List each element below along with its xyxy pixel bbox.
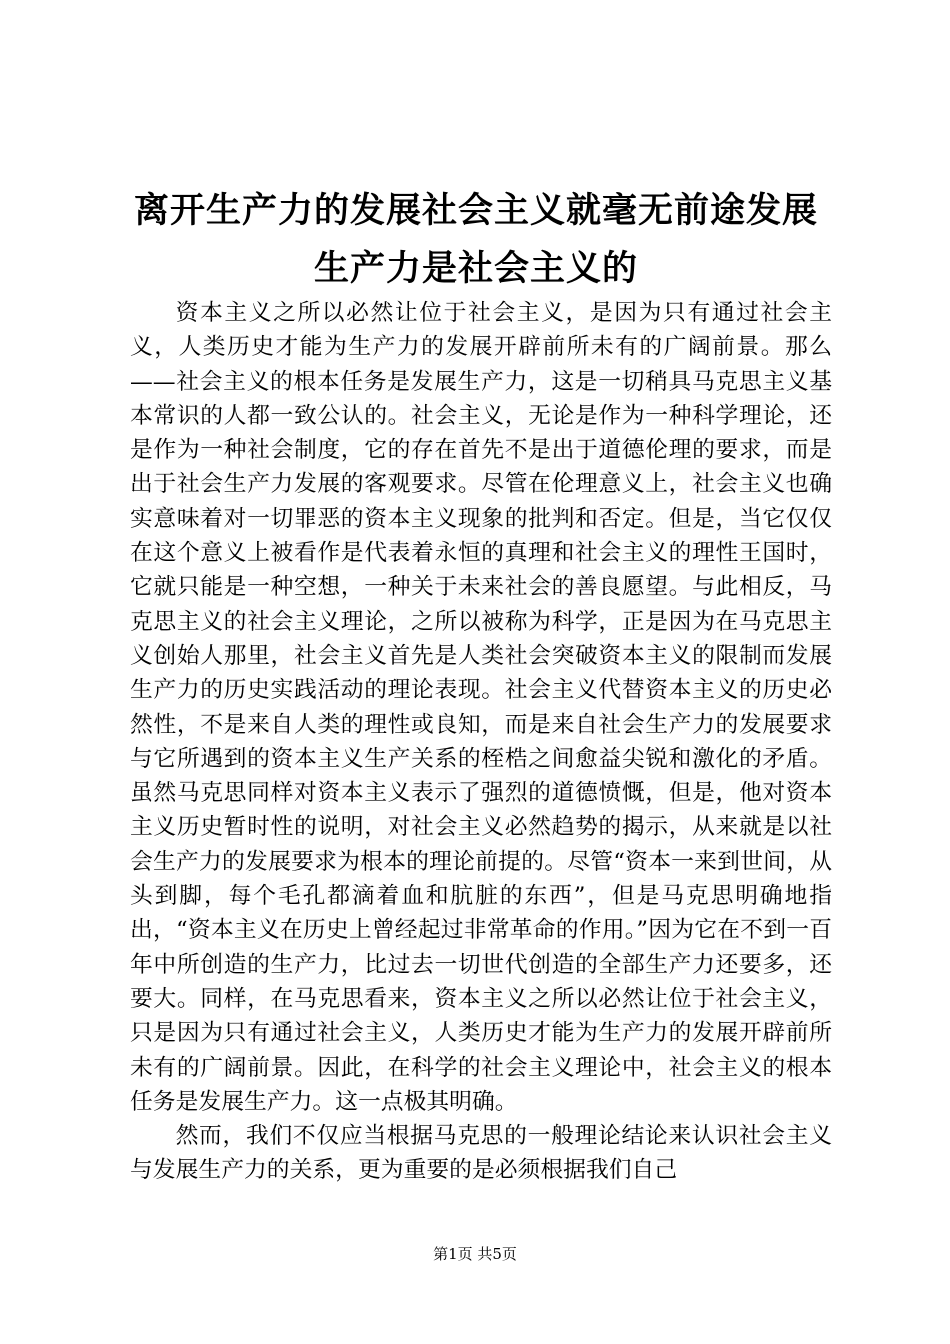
document-title: 离开生产力的发展社会主义就毫无前途发展生产力是社会主义的 — [133, 191, 818, 289]
page-number: 第1页 共5页 — [433, 1245, 517, 1263]
paragraph-1: 资本主义之所以必然让位于社会主义，是因为只有通过社会主义，人类历史才能为生产力的发展开辟前所未有的广阔前景。那么——社会主义的根本任务是发展生产力，这是一切稍具马克思主义基本常识的人都一致公认的。社会主义，无论是作为一种科学理论，还是作为一种社会制度，它的存在首先不是出于道德伦理的要求，而是出于社会生产力发展的客观要求。尽管在伦理意义上，社会主义也确实意味着对一切罪恶的资本主义现象的批判和否定。但是，当它仅仅在这个意义上被看作是代表着永恒的真理和社会主义的理性王国时，它就只能是一种空想，一种关于未来社会的善良愿望。与此相反，马克思主义的社会主义理论，之所以被称为科学，正是因为在马克思主义创始人那里，社会主义首先是人类社会突破资本主义的限制而发展生产力的历史实践活动的理论表现。社会主义代替资本主义的历史必然性，不是来自人类的理性或良知，而是来自社会生产力的发展要求与它所遇到的资本主义生产关系的桎梏之间愈益尖锐和激化的矛盾。虽然马克思同样对资本主义表示了强烈的道德愤慨，但是，他对资本主义历史暂时性的说明，对社会主义必然趋势的揭示，从来就是以社会生产力的发展要求为根本的理论前提的。尽管“资本一来到世间，从头到脚，每个毛孔都滴着血和肮脏的东西”，但是马克思明确地指出，“资本主义在历史上曾经起过非常革命的作用。”因为它在不到一百年中所创造的生产力，比过去一切世代创造的全部生产力还要多，还要大。同样，在马克思看来，资本主义之所以必然让位于社会主义，只是因为只有通过社会主义，人类历史才能为生产力的发展开辟前所未有的广阔前景。因此，在科学的社会主义理论中，社会主义的根本任务是发展生产力。这一点极其明确。 — [130, 300, 832, 1115]
document-body — [130, 296, 832, 1188]
paragraph-2: 然而，我们不仅应当根据马克思的一般理论结论来认识社会主义与发展生产力的关系，更为重要的是必须根据我们自己 — [130, 1123, 832, 1184]
